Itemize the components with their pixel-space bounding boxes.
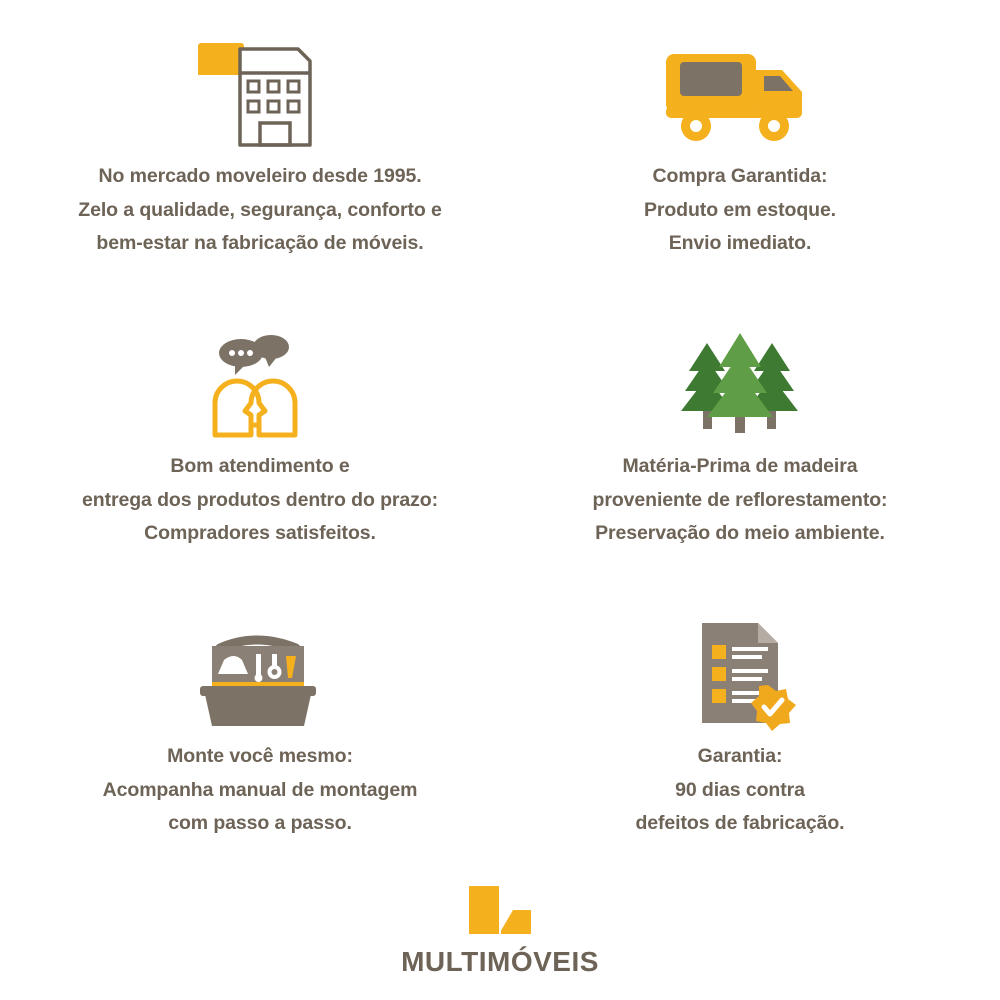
caption-line: Produto em estoque.: [643, 198, 837, 221]
multimoveis-logo-mark: [467, 884, 533, 936]
factory-building-icon: [190, 30, 330, 160]
benefit-caption-4: [593, 450, 888, 551]
benefit-item-2: [500, 30, 980, 320]
pine-trees-icon: [675, 320, 805, 450]
caption-line: Acompanha manual de montagem: [102, 778, 418, 801]
benefit-caption-2: [644, 160, 836, 261]
caption-line: Zelo a qualidade, segurança, conforto e: [78, 198, 442, 221]
brand-name: MULTIMÓVEIS: [401, 946, 599, 977]
benefit-item-5: [20, 610, 500, 900]
benefit-caption-6: [635, 740, 844, 841]
benefit-caption-3: [82, 450, 438, 551]
caption-line: No mercado moveleiro desde 1995.: [98, 165, 422, 187]
certified-document-icon: [680, 610, 800, 740]
benefits-grid: [20, 30, 980, 900]
caption-line: Matéria-Prima de madeira: [622, 455, 858, 477]
benefit-item-4: [500, 320, 980, 610]
footer: [0, 884, 1000, 978]
caption-line: bem-estar na fabricação de móveis.: [96, 232, 424, 255]
caption-line: defeitos de fabricação.: [635, 812, 845, 835]
customer-service-talk-icon: [185, 320, 335, 450]
caption-line: Preservação do meio ambiente.: [595, 522, 885, 545]
caption-line: Monte você mesmo:: [167, 745, 353, 767]
caption-line: Envio imediato.: [668, 232, 812, 255]
benefit-item-3: [20, 320, 500, 610]
delivery-truck-icon: [660, 30, 820, 160]
caption-line: com passo a passo.: [168, 812, 352, 835]
benefit-caption-1: [78, 160, 441, 261]
caption-line: Compradores satisfeitos.: [144, 522, 376, 545]
caption-line: Bom atendimento e: [170, 455, 350, 477]
benefit-caption-5: [103, 740, 418, 841]
benefit-item-1: [20, 30, 500, 320]
toolbox-icon: [180, 610, 340, 740]
caption-line: entrega dos produtos dentro do prazo:: [82, 488, 438, 511]
caption-line: Compra Garantida:: [652, 165, 828, 187]
caption-line: Garantia:: [697, 745, 783, 767]
benefit-item-6: [500, 610, 980, 900]
caption-line: proveniente de reflorestamento:: [592, 488, 888, 511]
caption-line: 90 dias contra: [675, 778, 805, 801]
